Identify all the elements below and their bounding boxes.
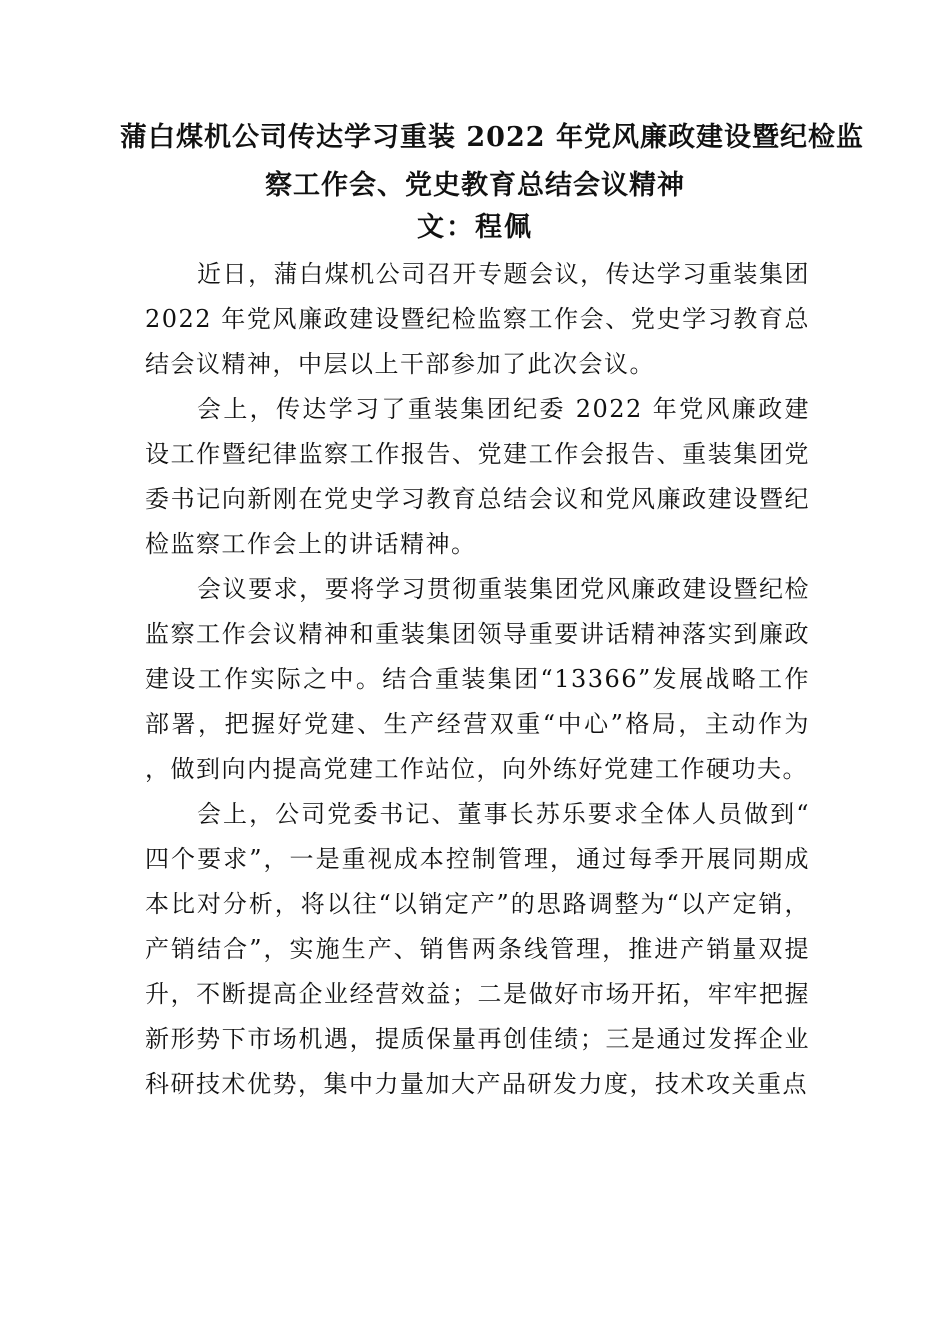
paragraph-4: 会上，公司党委书记、董事长苏乐要求全体人员做到“四个要求”，一是重视成本控制管理，通过每季开展同期成本比对分析，将以往“以销定产”的思路调整为“以产定销，产销结合”，实施生产、销售两条线管理，推进产销量双提升，不断提高企业经营效益；二是做好市场开拓，牢牢把握新形势下市场机遇，提质保量再创佳绩；三是通过发挥企业科研技术优势，集中力量加大产品研发力度，技术攻关重点: [145, 800, 810, 1098]
paragraph-3: 会议要求，要将学习贯彻重装集团党风廉政建设暨纪检监察工作会议精神和重装集团领导重要讲话精神落实到廉政建设工作实际之中。结合重装集团“13366”发展战略工作部署，把握好党建、生产经营双重“中心”格局，主动作为，做到向内提高党建工作站位，向外练好党建工作硬功夫。: [145, 575, 810, 783]
paragraph-2: 会上，传达学习了重装集团纪委 2022 年党风廉政建设工作暨纪律监察工作报告、党建工作会报告、重装集团党委书记向新刚在党史学习教育总结会议和党风廉政建设暨纪检监察工作会上的讲话精神。: [145, 395, 810, 558]
document-title-line-2: 察工作会、党史教育总结会议精神: [265, 170, 685, 201]
document-title-line-1: 蒲白煤机公司传达学习重装 2022 年党风廉政建设暨纪检监: [120, 122, 864, 153]
paragraph-1: 近日，蒲白煤机公司召开专题会议，传达学习重装集团2022 年党风廉政建设暨纪检监察工作会、党史学习教育总结会议精神，中层以上干部参加了此次会议。: [145, 260, 810, 378]
document-body: [145, 252, 810, 1107]
author-byline: 文：程佩: [417, 212, 533, 243]
